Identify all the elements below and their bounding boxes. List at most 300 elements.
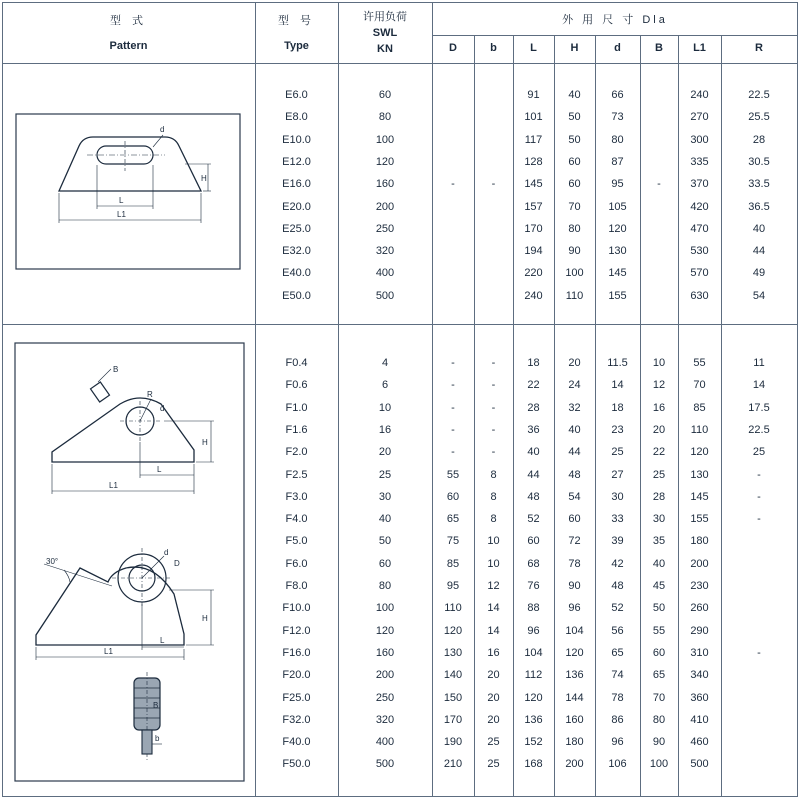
- dim-cell-L1: 85: [693, 401, 706, 414]
- header-pattern-en: Pattern: [109, 40, 148, 52]
- dim-cell-L: 60: [527, 535, 540, 548]
- type-cell: E12.0: [282, 155, 311, 168]
- swl-cell: 400: [375, 736, 395, 749]
- label-lower-h: H: [202, 614, 208, 623]
- dim-cell-L: 128: [524, 155, 543, 168]
- dim-cell-B: 30: [652, 513, 666, 526]
- dim-cell-L1: 335: [690, 155, 709, 168]
- dim-cell-d: 42: [611, 557, 624, 570]
- dim-cell-B: 80: [652, 713, 666, 726]
- dim-cell-H: 40: [568, 423, 581, 436]
- dim-cell-B: 16: [652, 401, 666, 414]
- dim-cell-L: 76: [527, 580, 540, 592]
- swl-cell: 60: [378, 557, 392, 570]
- dim-cell-L1: 200: [690, 557, 709, 570]
- label-lower-d: d: [164, 548, 169, 557]
- dim-cell-d: 145: [608, 267, 627, 280]
- dim-cell-B: 65: [652, 669, 666, 682]
- dim-cell-L1: 630: [690, 289, 709, 302]
- label-h: H: [201, 174, 207, 183]
- dim-cell-d: 155: [608, 289, 627, 302]
- dim-cell-L1: 420: [690, 200, 709, 213]
- dim-cell-L: 168: [524, 758, 543, 771]
- dim-header-d: d: [614, 42, 621, 54]
- swl-cell: 200: [375, 200, 395, 213]
- dim-cell-H: 50: [568, 111, 581, 124]
- type-cell: E50.0: [282, 289, 311, 302]
- dim-cell-L1: 180: [690, 535, 709, 548]
- swl-cell: 250: [375, 691, 395, 704]
- type-cell: E40.0: [282, 267, 311, 280]
- dim-cell-B: 70: [652, 691, 666, 704]
- dim-cell-d: 56: [611, 624, 624, 637]
- dim-cell-R: 28: [752, 133, 766, 146]
- swl-cell: 200: [375, 669, 395, 682]
- pattern-e-drawing: [15, 113, 241, 270]
- label-l1: L1: [117, 210, 126, 219]
- dim-cell-H: 50: [568, 133, 581, 146]
- dim-cell-L: 170: [524, 222, 543, 235]
- dim-cell-D: 65: [446, 513, 460, 526]
- dim-cell-b: -: [491, 379, 496, 392]
- dim-cell-B: 40: [652, 557, 666, 570]
- dim-cell-H: 80: [568, 222, 581, 235]
- dim-cell-H: 60: [568, 178, 581, 191]
- type-cell: F32.0: [282, 713, 311, 726]
- dim-cell-b: 20: [487, 713, 500, 726]
- dim-cell-L1: 310: [690, 646, 709, 659]
- label-l1: L1: [109, 481, 118, 490]
- dim-cell-L: 145: [524, 178, 543, 191]
- dim-cell-L1: 460: [690, 736, 709, 749]
- dim-cell-R: 25.5: [748, 111, 770, 124]
- header-type-cn: 型 号: [277, 15, 316, 27]
- dim-cell-H: 180: [565, 736, 584, 749]
- swl-cell: 320: [375, 713, 395, 726]
- dim-cell-d: 39: [611, 535, 624, 548]
- dim-cell-L1: 370: [690, 178, 709, 191]
- dim-cell-H: 136: [565, 669, 584, 682]
- table-border-left: [2, 2, 3, 797]
- dim-cell-H: 200: [565, 758, 584, 771]
- dim-cell-H: 44: [568, 446, 581, 459]
- type-cell: F5.0: [285, 535, 308, 548]
- col-divider-L1: [721, 35, 722, 797]
- label-d: d: [160, 125, 165, 134]
- dim-cell-b: 20: [487, 669, 500, 682]
- section-b-symbol: [90, 382, 109, 402]
- dim-cell-D: 120: [443, 624, 463, 637]
- dim-cell-L1: 290: [690, 624, 709, 637]
- dim-header-D: D: [449, 42, 457, 54]
- type-cell: E20.0: [282, 200, 311, 213]
- dim-cell-L: 44: [527, 468, 540, 481]
- dim-cell-b: -: [491, 178, 496, 191]
- dim-cell-R: 22.5: [748, 89, 770, 101]
- label-section-b: B: [153, 701, 159, 710]
- dim-cell-H: 78: [568, 557, 581, 570]
- label-b: B: [113, 365, 119, 374]
- dim-header-B: B: [655, 42, 663, 54]
- dim-cell-R: 14: [752, 379, 766, 392]
- dim-cell-d: 95: [611, 178, 624, 191]
- header-dims-title: 外 用 尺 寸 Dla: [562, 14, 668, 26]
- dim-cell-b: 8: [490, 513, 497, 526]
- dim-cell-L1: 130: [690, 468, 709, 481]
- dim-cell-B: -: [657, 178, 661, 191]
- dim-cell-R: -: [757, 490, 761, 503]
- swl-cell: 20: [378, 446, 392, 459]
- pattern-f-drawing: [14, 342, 245, 782]
- dim-cell-D: -: [451, 446, 455, 459]
- dim-cell-L1: 55: [693, 357, 706, 369]
- dim-cell-b: 14: [487, 602, 500, 615]
- dim-cell-R: 44: [752, 245, 766, 258]
- dim-cell-H: 60: [568, 155, 581, 168]
- dim-cell-L1: 145: [690, 490, 709, 503]
- angle-arc: [64, 570, 70, 582]
- swl-cell: 400: [375, 267, 395, 280]
- type-cell: F6.0: [285, 557, 308, 570]
- dim-cell-D: -: [451, 379, 455, 392]
- dim-cell-b: 10: [487, 535, 500, 548]
- dim-cell-d: 87: [611, 155, 624, 168]
- dim-cell-D: -: [451, 401, 455, 414]
- swl-cell: 80: [378, 111, 392, 124]
- swl-cell: 10: [378, 401, 392, 414]
- dim-cell-H: 72: [568, 535, 581, 548]
- dim-cell-H: 96: [568, 602, 581, 615]
- dim-cell-d: 11.5: [607, 357, 628, 369]
- dim-cell-B: 10: [652, 357, 666, 369]
- dim-cell-L: 88: [527, 602, 540, 615]
- type-cell: E32.0: [282, 245, 311, 258]
- dim-cell-D: 95: [446, 580, 460, 592]
- dim-cell-R: 30.5: [748, 155, 770, 168]
- dim-header-b: b: [490, 42, 497, 54]
- swl-cell: 100: [375, 133, 395, 146]
- dim-cell-d: 33: [611, 513, 624, 526]
- dim-cell-d: 105: [608, 200, 627, 213]
- type-cell: F1.6: [285, 423, 308, 436]
- type-cell: F0.4: [285, 357, 308, 369]
- dim-cell-R: 40: [752, 222, 766, 235]
- type-cell: F25.0: [282, 691, 311, 704]
- dim-header-L1: L1: [693, 42, 706, 54]
- type-cell: F8.0: [285, 580, 308, 592]
- swl-cell: 120: [375, 155, 395, 168]
- dim-cell-L1: 120: [690, 446, 709, 459]
- dim-cell-b: 8: [490, 490, 497, 503]
- label-d: d: [160, 404, 165, 413]
- dim-cell-d: 106: [608, 758, 627, 771]
- dim-cell-D: 55: [446, 468, 460, 481]
- col-divider-L: [554, 35, 555, 797]
- dim-cell-D: 85: [446, 557, 460, 570]
- section-stem: [142, 730, 152, 754]
- header-load-swl: SWL: [372, 27, 398, 39]
- dim-cell-B: 25: [652, 468, 666, 481]
- d-leader: [142, 556, 164, 578]
- dim-cell-L1: 270: [690, 111, 709, 124]
- type-cell: F40.0: [282, 736, 311, 749]
- type-cell: F50.0: [282, 758, 311, 771]
- col-divider-H: [595, 35, 596, 797]
- dim-cell-L1: 470: [690, 222, 709, 235]
- dim-cell-R: 22.5: [748, 423, 770, 436]
- swl-cell: 320: [375, 245, 395, 258]
- dim-cell-d: 27: [611, 468, 624, 481]
- dim-cell-d: 25: [611, 446, 624, 459]
- dims-subheader-line: [432, 35, 798, 36]
- dim-cell-R: 36.5: [748, 200, 770, 213]
- dim-cell-D: -: [451, 357, 455, 369]
- dim-cell-B: 12: [652, 379, 666, 392]
- swl-cell: 100: [375, 602, 395, 615]
- label-h: H: [202, 438, 208, 447]
- dim-cell-d: 86: [611, 713, 624, 726]
- table-border-right: [797, 2, 798, 797]
- dim-cell-B: 90: [652, 736, 666, 749]
- header-pattern-cn: 型 式: [109, 15, 148, 27]
- dim-cell-D: 60: [446, 490, 460, 503]
- swl-cell: 250: [375, 222, 395, 235]
- dim-cell-d: 65: [611, 646, 624, 659]
- dim-cell-b: -: [491, 446, 496, 459]
- header-load-unit: KN: [377, 43, 393, 55]
- swl-cell: 30: [378, 490, 392, 503]
- dim-cell-L1: 570: [690, 267, 709, 280]
- dim-cell-D: 210: [443, 758, 463, 771]
- dim-cell-L1: 410: [690, 713, 709, 726]
- dim-cell-L: 240: [524, 289, 543, 302]
- type-cell: F1.0: [285, 401, 308, 414]
- dim-cell-B: 28: [652, 490, 666, 503]
- label-lower-l: L: [160, 636, 165, 645]
- dim-cell-L1: 340: [690, 669, 709, 682]
- dim-cell-L: 48: [527, 490, 540, 503]
- type-cell: F16.0: [282, 646, 311, 659]
- dim-cell-d: 48: [611, 580, 624, 592]
- dim-cell-D: -: [451, 423, 455, 436]
- dim-cell-L: 117: [524, 133, 543, 146]
- dim-cell-d: 18: [611, 401, 624, 414]
- dim-cell-L: 157: [524, 200, 543, 213]
- header-type-en: Type: [284, 40, 309, 52]
- type-cell: E10.0: [282, 133, 311, 146]
- dim-cell-b: 16: [487, 646, 500, 659]
- dim-cell-L: 22: [527, 379, 540, 392]
- col-divider-d: [640, 35, 641, 797]
- dim-cell-H: 110: [565, 289, 584, 302]
- swl-cell: 160: [375, 178, 395, 191]
- dim-header-R: R: [755, 42, 763, 54]
- swl-cell: 40: [378, 513, 392, 526]
- dim-cell-d: 23: [611, 423, 624, 436]
- dim-cell-R: 11: [753, 357, 765, 369]
- dim-cell-H: 90: [568, 580, 581, 592]
- dim-cell-H: 100: [565, 267, 584, 280]
- dim-cell-B: 35: [652, 535, 666, 548]
- dim-cell-H: 120: [565, 646, 584, 659]
- dim-cell-B: 50: [652, 602, 666, 615]
- dim-cell-L1: 500: [690, 758, 709, 771]
- dim-cell-B: 22: [652, 446, 666, 459]
- dim-cell-L: 91: [527, 89, 540, 101]
- dim-cell-H: 104: [565, 624, 584, 637]
- col-divider-D: [474, 35, 475, 797]
- dim-cell-d: 96: [611, 736, 624, 749]
- dim-cell-B: 20: [652, 423, 666, 436]
- dim-cell-L: 104: [524, 646, 543, 659]
- dim-cell-L1: 70: [693, 379, 706, 392]
- dim-cell-b: 25: [487, 736, 500, 749]
- dim-cell-R: -: [757, 646, 761, 659]
- dim-cell-L: 40: [527, 446, 540, 459]
- type-cell: E8.0: [285, 111, 308, 124]
- label-l: L: [157, 465, 162, 474]
- col-divider-b: [513, 35, 514, 797]
- dim-cell-D: 150: [443, 691, 463, 704]
- dim-cell-H: 70: [568, 200, 581, 213]
- dim-cell-L: 136: [524, 713, 543, 726]
- type-cell: F4.0: [285, 513, 308, 526]
- dim-cell-L1: 110: [690, 423, 709, 436]
- dim-cell-L1: 155: [690, 513, 709, 526]
- dim-cell-L: 101: [524, 111, 543, 124]
- dim-cell-L: 194: [524, 245, 543, 258]
- dim-cell-L1: 530: [690, 245, 709, 258]
- type-cell: F3.0: [285, 490, 308, 503]
- dim-cell-H: 48: [568, 468, 581, 481]
- label-D: D: [174, 559, 180, 568]
- dim-cell-d: 120: [608, 222, 627, 235]
- dim-cell-D: 140: [443, 669, 463, 682]
- label-small-b: b: [155, 734, 160, 743]
- dim-cell-R: -: [757, 513, 761, 526]
- dim-cell-H: 32: [568, 401, 581, 414]
- dim-cell-L1: 230: [690, 580, 709, 592]
- type-cell: E16.0: [282, 178, 311, 191]
- dim-cell-b: 12: [487, 580, 500, 592]
- dim-cell-b: 25: [487, 758, 500, 771]
- dim-cell-D: 110: [444, 602, 462, 615]
- dim-cell-d: 78: [611, 691, 624, 704]
- dim-cell-B: 100: [649, 758, 669, 771]
- swl-cell: 160: [375, 646, 395, 659]
- swl-cell: 500: [375, 758, 395, 771]
- label-lower-l1: L1: [104, 647, 113, 656]
- dim-cell-b: 10: [487, 557, 500, 570]
- dim-cell-R: 54: [752, 289, 766, 302]
- dim-cell-L: 220: [524, 267, 543, 280]
- dim-cell-d: 30: [611, 490, 624, 503]
- dim-cell-L1: 300: [690, 133, 709, 146]
- label-l: L: [119, 196, 124, 205]
- dim-cell-H: 40: [568, 89, 581, 101]
- swl-cell: 500: [375, 289, 395, 302]
- dim-cell-D: 170: [443, 713, 463, 726]
- upper-plate-outline: [52, 398, 194, 462]
- type-cell: F2.5: [285, 468, 308, 481]
- dim-cell-R: 33.5: [748, 178, 770, 191]
- dim-cell-b: -: [491, 401, 496, 414]
- dim-cell-L: 112: [524, 669, 543, 682]
- dim-header-L: L: [530, 42, 537, 54]
- dim-cell-b: -: [491, 357, 496, 369]
- dim-cell-D: 75: [446, 535, 460, 548]
- dim-cell-d: 66: [611, 89, 624, 101]
- dim-cell-L: 96: [527, 624, 540, 637]
- type-cell: E25.0: [282, 222, 311, 235]
- dim-cell-H: 144: [565, 691, 584, 704]
- dim-cell-d: 14: [611, 379, 624, 392]
- dim-cell-R: 17.5: [748, 401, 770, 414]
- dim-cell-L1: 240: [690, 89, 709, 101]
- table-border-top: [2, 2, 798, 3]
- swl-cell: 50: [378, 535, 392, 548]
- dim-cell-R: 25: [752, 446, 766, 459]
- dim-cell-H: 60: [568, 513, 581, 526]
- swl-cell: 6: [381, 379, 389, 392]
- dim-cell-H: 160: [565, 713, 584, 726]
- dim-cell-B: 60: [652, 646, 666, 659]
- dim-cell-H: 54: [568, 490, 581, 503]
- dim-cell-H: 24: [568, 379, 581, 392]
- type-cell: F0.6: [285, 379, 308, 392]
- dim-cell-d: 74: [611, 669, 624, 682]
- header-load-cn: 许用负荷: [363, 11, 407, 23]
- type-cell: F2.0: [285, 446, 308, 459]
- swl-cell: 120: [375, 624, 395, 637]
- label-r: R: [147, 390, 153, 399]
- dim-cell-R: 49: [752, 267, 766, 280]
- dim-cell-L: 120: [524, 691, 543, 704]
- dim-cell-b: 14: [487, 624, 500, 637]
- type-cell: F10.0: [282, 602, 311, 615]
- dim-cell-D: 190: [443, 736, 463, 749]
- dim-cell-H: 90: [568, 245, 581, 258]
- dim-cell-L: 36: [527, 423, 540, 436]
- dim-cell-D: -: [451, 178, 455, 191]
- dim-cell-B: 45: [652, 580, 666, 592]
- dim-cell-d: 80: [611, 133, 624, 146]
- dim-cell-L: 28: [527, 401, 540, 414]
- swl-cell: 60: [378, 89, 392, 101]
- dim-cell-d: 73: [611, 111, 624, 124]
- b-leader: [98, 369, 111, 382]
- dim-cell-L: 152: [524, 736, 543, 749]
- swl-cell: 25: [378, 468, 392, 481]
- lower-plate-outline: [36, 567, 184, 645]
- dim-cell-B: 55: [652, 624, 666, 637]
- dim-cell-H: 20: [568, 357, 581, 369]
- type-cell: E6.0: [285, 89, 308, 101]
- swl-cell: 4: [381, 357, 389, 369]
- dim-cell-D: 130: [443, 646, 463, 659]
- dim-cell-L1: 260: [690, 602, 709, 615]
- dim-cell-b: -: [491, 423, 496, 436]
- dim-cell-L: 18: [527, 357, 540, 369]
- type-cell: F12.0: [282, 624, 311, 637]
- col-divider-B: [678, 35, 679, 797]
- dim-cell-d: 130: [608, 245, 627, 258]
- type-cell: F20.0: [282, 669, 311, 682]
- swl-cell: 16: [378, 423, 392, 436]
- dim-cell-L: 52: [527, 513, 540, 526]
- dim-cell-b: 8: [490, 468, 497, 481]
- dim-cell-L1: 360: [690, 691, 709, 704]
